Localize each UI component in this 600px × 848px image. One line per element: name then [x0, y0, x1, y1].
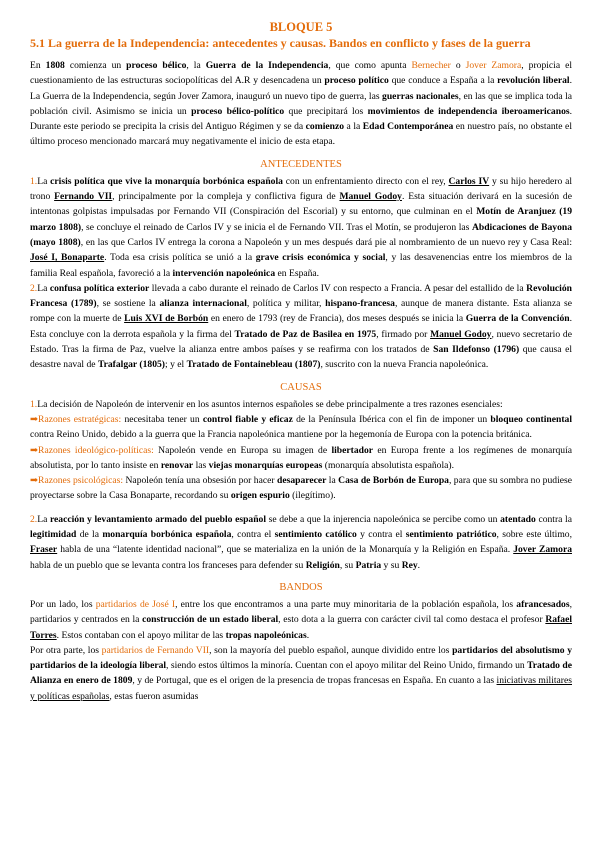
arrow-right-icon: ➡ — [30, 444, 39, 456]
causas-reason-estrategicas: ➡Razones estratégicas: necesitaba tener un control fiable y eficaz de la Península Ibérica con el fin de imponer un bloqueo continental contra Reino Unido, debido a la guerra que la Francia napoleónica mantiene por la hegemonía de Europa con la potencia británica. — [30, 413, 572, 441]
causas-reason-psicologicas: ➡Razones psicológicas: Napoleón tenía una obsesión por hacer desaparecer la Casa de Borbón de Europa, para que su sombra no pudiese proyectarse sobre la Casa Bonaparte, recordando su origen espurio (ilegítimo). — [30, 475, 572, 502]
section-heading-causas: CAUSAS — [280, 381, 322, 393]
bandos-paragraph-2: Por otra parte, los partidarios de Fernando VII, son la mayoría del pueblo español, aunque dividido entre los partidarios del absolutismo y partidarios de la ideología liberal, siendo estos últimos la minoría. Cuentan con el apoyo militar del Reino Unido, firmando un Tratado de Alianza en enero de 1809, y de Portugal, que es el origen de la presencia de tropas francesas en España. En cuanto a las iniciativas militares y políticas españolas, estas fueron asumidas — [30, 644, 573, 702]
causas-intro: 1.La decisión de Napoleón de intervenir en los asuntos internos españoles se debe principalmente a tres razones esenciales: — [30, 398, 503, 410]
page-title: 5.1 La guerra de la Independencia: antecedentes y causas. Bandos en conflicto y fases de la guerra — [30, 36, 531, 50]
document-page — [30, 20, 572, 704]
bandos-paragraph-1: Por un lado, los partidarios de José I, entre los que encontramos a una parte muy minoritaria de la población española, los afrancesados, partidarios y centrados en la construcción de un estado liberal, esto dota a la guerra con carácter civil tal como destaca el profesor Rafael Torres. Estos contaban con el apoyo militar de las tropas napoleónicas. — [30, 598, 572, 641]
section-heading-antecedentes: ANTECEDENTES — [260, 158, 342, 170]
section-heading-bandos: BANDOS — [279, 581, 323, 593]
causas-paragraph-2: 2.La reacción y levantamiento armado del pueblo español se debe a que la injerencia napoleónica se percibe como un atentado contra la legitimidad de la monarquía borbónica española, contra el sentimiento católico y contra el sentimiento patriótico, sobre este último, Fraser habla de una “latente identidad nacional”, que se materializa en la unión de la Monarquía y la Religión en España. Jover Zamora habla de un pueblo que se levanta contra los franceses para defender su Religión, su Patria y su Rey. — [30, 513, 573, 571]
antecedentes-paragraph-2: 2.La confusa política exterior llevada a cabo durante el reinado de Carlos IV con respecto a Francia. A pesar del estallido de la Revolución Francesa (1789), se sostiene la alianza internacional, política y militar, hispano-francesa, aunque de manera distante. Esta alianza se rompe con la muerte de Luis XVI de Borbón en enero de 1793 (rey de Francia), dos meses después se inicia la Guerra de la Convención. Esta concluye con la derrota española y la firma del Tratado de Paz de Basilea en 1975, firmado por Manuel Godoy, nuevo secretario de Estado. Tras la firma de Paz, vuelve la alianza entre ambos países y se reafirma con los tratados de San Ildefonso (1796) que causa el desastre naval de Trafalgar (1805); y el Tratado de Fontainebleau (1807), suscrito con la nueva Francia napoleónica. — [30, 282, 573, 371]
causas-reason-ideologicas: ➡Razones ideológico-políticas: Napoleón vende en Europa su imagen de libertador en Europa frente a los regímenes de monarquía absolutista, por lo tanto insiste en renovar las viejas monarquías europeas (monarquía absolutista española). — [30, 444, 572, 471]
arrow-right-icon: ➡ — [30, 475, 39, 487]
antecedentes-paragraph-1: 1.La crisis política que vive la monarquía borbónica española con un enfrentamiento directo con el rey, Carlos IV y su hijo heredero al trono Fernando VII, principalmente por la compleja y conflictiva figura de Manuel Godoy. Esta situación derivará en la sucesión de intentonas golpistas impulsadas por Fernando VII (Conspiración del Escorial) y su entorno, que culminan en el Motín de Aranjuez (19 marzo 1808), se concluye el reinado de Carlos IV y se inicia el de Fernando VII. Tras el Motín, se produjeron las Abdicaciones de Bayona (mayo 1808), en las que Carlos IV entrega la corona a Napoleón y un mes después dará pie al nombramiento de un nuevo rey y Casa Real: José I, Bonaparte. Toda esa crisis política se unió a la grave crisis económica y social, y las desavenencias entre los miembros de la familia Real española, favoreció a la intervención napoleónica en España. — [30, 175, 573, 279]
bloque-heading: BLOQUE 5 — [269, 20, 333, 34]
arrow-right-icon: ➡ — [30, 413, 39, 425]
intro-paragraph: En 1808 comienza un proceso bélico, la Guerra de la Independencia, que como apunta Bernecher o Jover Zamora, propicia el cuestionamiento de las estructuras sociopolíticas del A.R y desencadena un proceso político que conduce a España a la revolución liberal. La Guerra de la Independencia, según Jover Zamora, inauguró un nuevo tipo de guerra, las guerras nacionales, en las que se implica toda la población civil. Asimismo se inicia un proceso bélico-político que precipitará los movimientos de independencia iberoamericanos. Durante este periodo se precipita la crisis del Antiguo Régimen y se da comienzo a la Edad Contemporánea en nuestro país, no obstante el último proceso mencionado marcará muy negativamente el inicio de esta etapa. — [30, 60, 573, 148]
